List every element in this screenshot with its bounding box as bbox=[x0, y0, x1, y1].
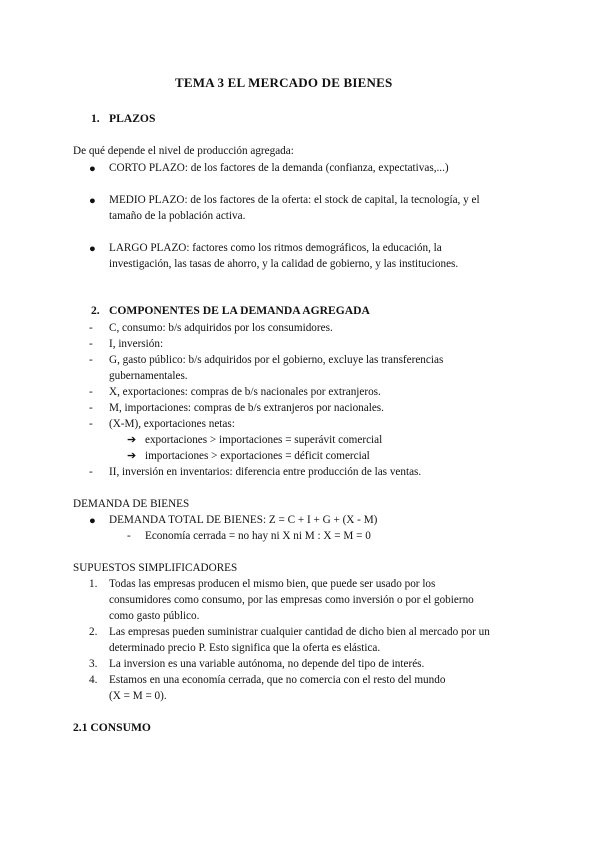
plazo-medio-text-cont: tamaño de la población activa. bbox=[109, 210, 246, 222]
section-2-heading: COMPONENTES DE LA DEMANDA AGREGADA bbox=[109, 304, 370, 317]
demanda-heading: DEMANDA DE BIENES bbox=[73, 498, 190, 510]
section-1-intro: De qué depende el nivel de producción agregada: bbox=[73, 145, 294, 157]
arrow-right-icon: ➔ bbox=[127, 450, 137, 462]
dash-icon: - bbox=[89, 418, 93, 430]
supuesto-4-text-cont: (X = M = 0). bbox=[109, 690, 167, 702]
section-1-heading: PLAZOS bbox=[109, 112, 156, 125]
component-i: I, inversión: bbox=[109, 338, 164, 350]
bullet-icon: ● bbox=[89, 243, 96, 255]
deficit-text: importaciones > exportaciones = déficit comercial bbox=[145, 450, 370, 462]
component-xm: (X-M), exportaciones netas: bbox=[109, 418, 235, 430]
superavit-text: exportaciones > importaciones = superávit comercial bbox=[145, 434, 383, 446]
supuesto-1-text-cont: como gasto público. bbox=[109, 610, 200, 622]
plazo-largo-text-cont: investigación, las tasas de ahorro, y la calidad de gobierno, y las instituciones. bbox=[109, 258, 459, 270]
dash-icon: - bbox=[89, 322, 93, 334]
dash-icon: - bbox=[89, 386, 93, 398]
bullet-icon: ● bbox=[89, 163, 96, 175]
supuesto-1-text-cont: consumidores como consumo, por las empresas como inversión o por el gobierno bbox=[109, 594, 474, 606]
supuestos-heading: SUPUESTOS SIMPLIFICADORES bbox=[73, 562, 238, 574]
arrow-right-icon: ➔ bbox=[127, 434, 137, 446]
component-x: X, exportaciones: compras de b/s nacionales por extranjeros. bbox=[109, 386, 381, 398]
supuesto-3-number: 3. bbox=[89, 658, 98, 670]
component-g-cont: gubernamentales. bbox=[109, 370, 188, 382]
supuesto-4-number: 4. bbox=[89, 674, 98, 686]
component-m: M, importaciones: compras de b/s extranjeros por nacionales. bbox=[109, 402, 384, 414]
component-c: C, consumo: b/s adquiridos por los consumidores. bbox=[109, 322, 333, 334]
supuesto-4-text: Estamos en una economía cerrada, que no comercia con el resto del mundo bbox=[109, 674, 446, 686]
dash-icon: - bbox=[89, 402, 93, 414]
component-g: G, gasto público: b/s adquiridos por el gobierno, excluye las transferencias bbox=[109, 354, 444, 366]
supuesto-1-number: 1. bbox=[89, 578, 98, 590]
bullet-icon: ● bbox=[89, 515, 96, 527]
bullet-icon: ● bbox=[89, 195, 96, 207]
plazo-medio-text: MEDIO PLAZO: de los factores de la oferta: el stock de capital, la tecnología, y el bbox=[109, 194, 480, 206]
dash-icon: - bbox=[127, 530, 131, 542]
supuesto-2-number: 2. bbox=[89, 626, 98, 638]
supuesto-2-text-cont: determinado precio P. Esto significa que la oferta es elástica. bbox=[109, 642, 381, 654]
component-ii: II, inversión en inventarios: diferencia entre producción de las ventas. bbox=[109, 466, 422, 478]
section-1-number: 1. bbox=[91, 112, 100, 125]
supuesto-1-text: Todas las empresas producen el mismo bien, que puede ser usado por los bbox=[109, 578, 436, 590]
economia-cerrada-text: Economía cerrada = no hay ni X ni M : X = M = 0 bbox=[145, 530, 371, 542]
dash-icon: - bbox=[89, 466, 93, 478]
plazo-corto-text: CORTO PLAZO: de los factores de la demanda (confianza, expectativas,...) bbox=[109, 162, 449, 174]
page-title: TEMA 3 EL MERCADO DE BIENES bbox=[175, 75, 393, 90]
supuesto-2-text: Las empresas pueden suministrar cualquier cantidad de dicho bien al mercado por un bbox=[109, 626, 490, 638]
section-2-number: 2. bbox=[91, 304, 100, 317]
supuesto-3-text: La inversion es una variable autónoma, no depende del tipo de interés. bbox=[109, 658, 425, 670]
plazo-largo-text: LARGO PLAZO: factores como los ritmos demográficos, la educación, la bbox=[109, 242, 442, 254]
dash-icon: - bbox=[89, 354, 93, 366]
section-2-1-heading: 2.1 CONSUMO bbox=[73, 721, 151, 734]
dash-icon: - bbox=[89, 338, 93, 350]
demanda-total-formula: DEMANDA TOTAL DE BIENES: Z = C + I + G + (X - M) bbox=[109, 514, 378, 526]
